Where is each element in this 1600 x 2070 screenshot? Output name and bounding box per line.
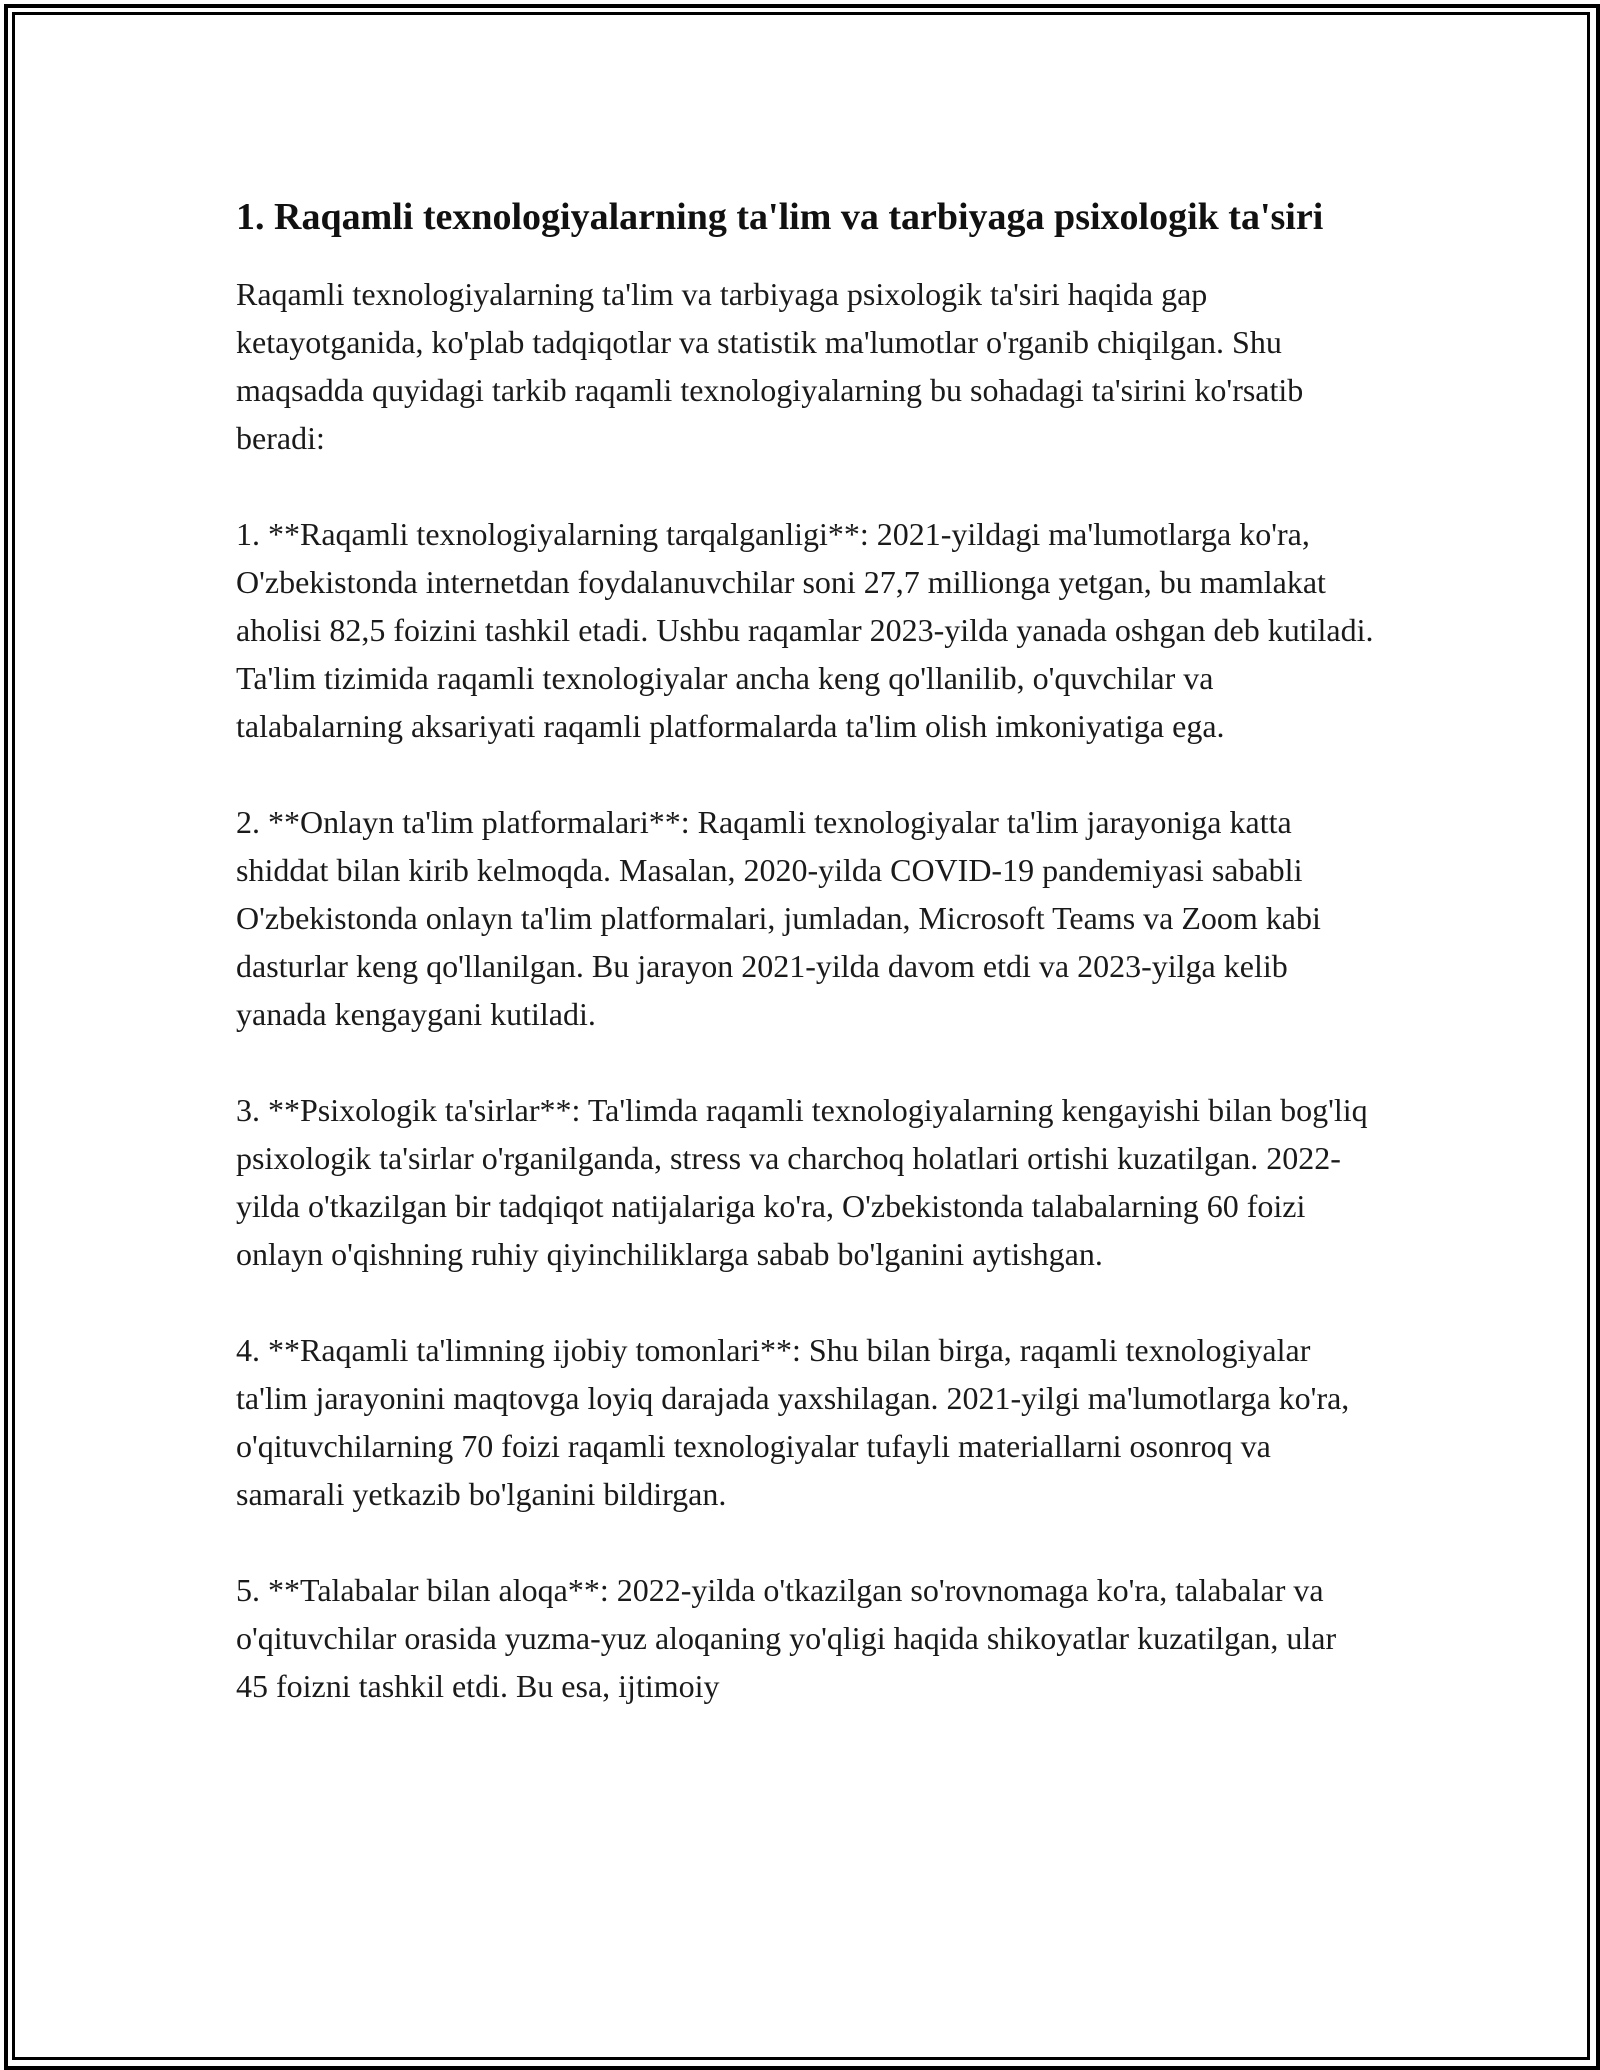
section-title: 1. Raqamli texnologiyalarning ta'lim va tarbiyaga psixologik ta'siri: [236, 196, 1324, 238]
paragraph-digital-spread: 1. **Raqamli texnologiyalarning tarqalganligi**: 2021-yildagi ma'lumotlarga ko'ra, O'zbekistonda internetdan foydalanuvchilar soni 27,7 millionga yetgan, bu mamlakat aholisi 82,5 foizini tashkil etadi. Ushbu raqamlar 2023-yilda yanada oshgan deb kutiladi. Ta'lim tizimida raqamli texnologiyalar ancha keng qo'llanilib, o'quvchilar va talabalarning aksariyati raqamli platformalarda ta'lim olish imkoniyatiga ega.: [236, 516, 1374, 744]
document-body: [236, 190, 1376, 1710]
paragraph-psychological-effects: 3. **Psixologik ta'sirlar**: Ta'limda raqamli texnologiyalarning kengayishi bilan bog'liq psixologik ta'sirlar o'rganilganda, stress va charchoq holatlari ortishi kuzatilgan. 2022-yilda o'tkazilgan bir tadqiqot natijalariga ko'ra, O'zbekistonda talabalarning 60 foizi onlayn o'qishning ruhiy qiyinchiliklarga sabab bo'lganini aytishgan.: [236, 1092, 1368, 1272]
paragraph-positive-aspects: 4. **Raqamli ta'limning ijobiy tomonlari**: Shu bilan birga, raqamli texnologiyalar ta'lim jarayonini maqtovga loyiq darajada yaxshilagan. 2021-yilgi ma'lumotlarga ko'ra, o'qituvchilarning 70 foizi raqamli texnologiyalar tufayli materiallarni osonroq va samarali yetkazib bo'lganini bildirgan.: [236, 1332, 1350, 1512]
paragraph-online-platforms: 2. **Onlayn ta'lim platformalari**: Raqamli texnologiyalar ta'lim jarayoniga katta shiddat bilan kirib kelmoqda. Masalan, 2020-yilda COVID-19 pandemiyasi sababli O'zbekistonda onlayn ta'lim platformalari, jumladan, Microsoft Teams va Zoom kabi dasturlar keng qo'llanilgan. Bu jarayon 2021-yilda davom etdi va 2023-yilga kelib yanada kengaygani kutiladi.: [236, 804, 1321, 1032]
paragraph-student-communication: 5. **Talabalar bilan aloqa**: 2022-yilda o'tkazilgan so'rovnomaga ko'ra, talabalar va o'qituvchilar orasida yuzma-yuz aloqaning yo'qligi haqida shikoyatlar kuzatilgan, ular 45 foizni tashkil etdi. Bu esa, ijtimoiy: [236, 1572, 1337, 1704]
intro-paragraph: Raqamli texnologiyalarning ta'lim va tarbiyaga psixologik ta'siri haqida gap ketayotganida, ko'plab tadqiqotlar va statistik ma'lumotlar o'rganib chiqilgan. Shu maqsadda quyidagi tarkib raqamli texnologiyalarning bu sohadagi ta'sirini ko'rsatib beradi:: [236, 276, 1304, 456]
